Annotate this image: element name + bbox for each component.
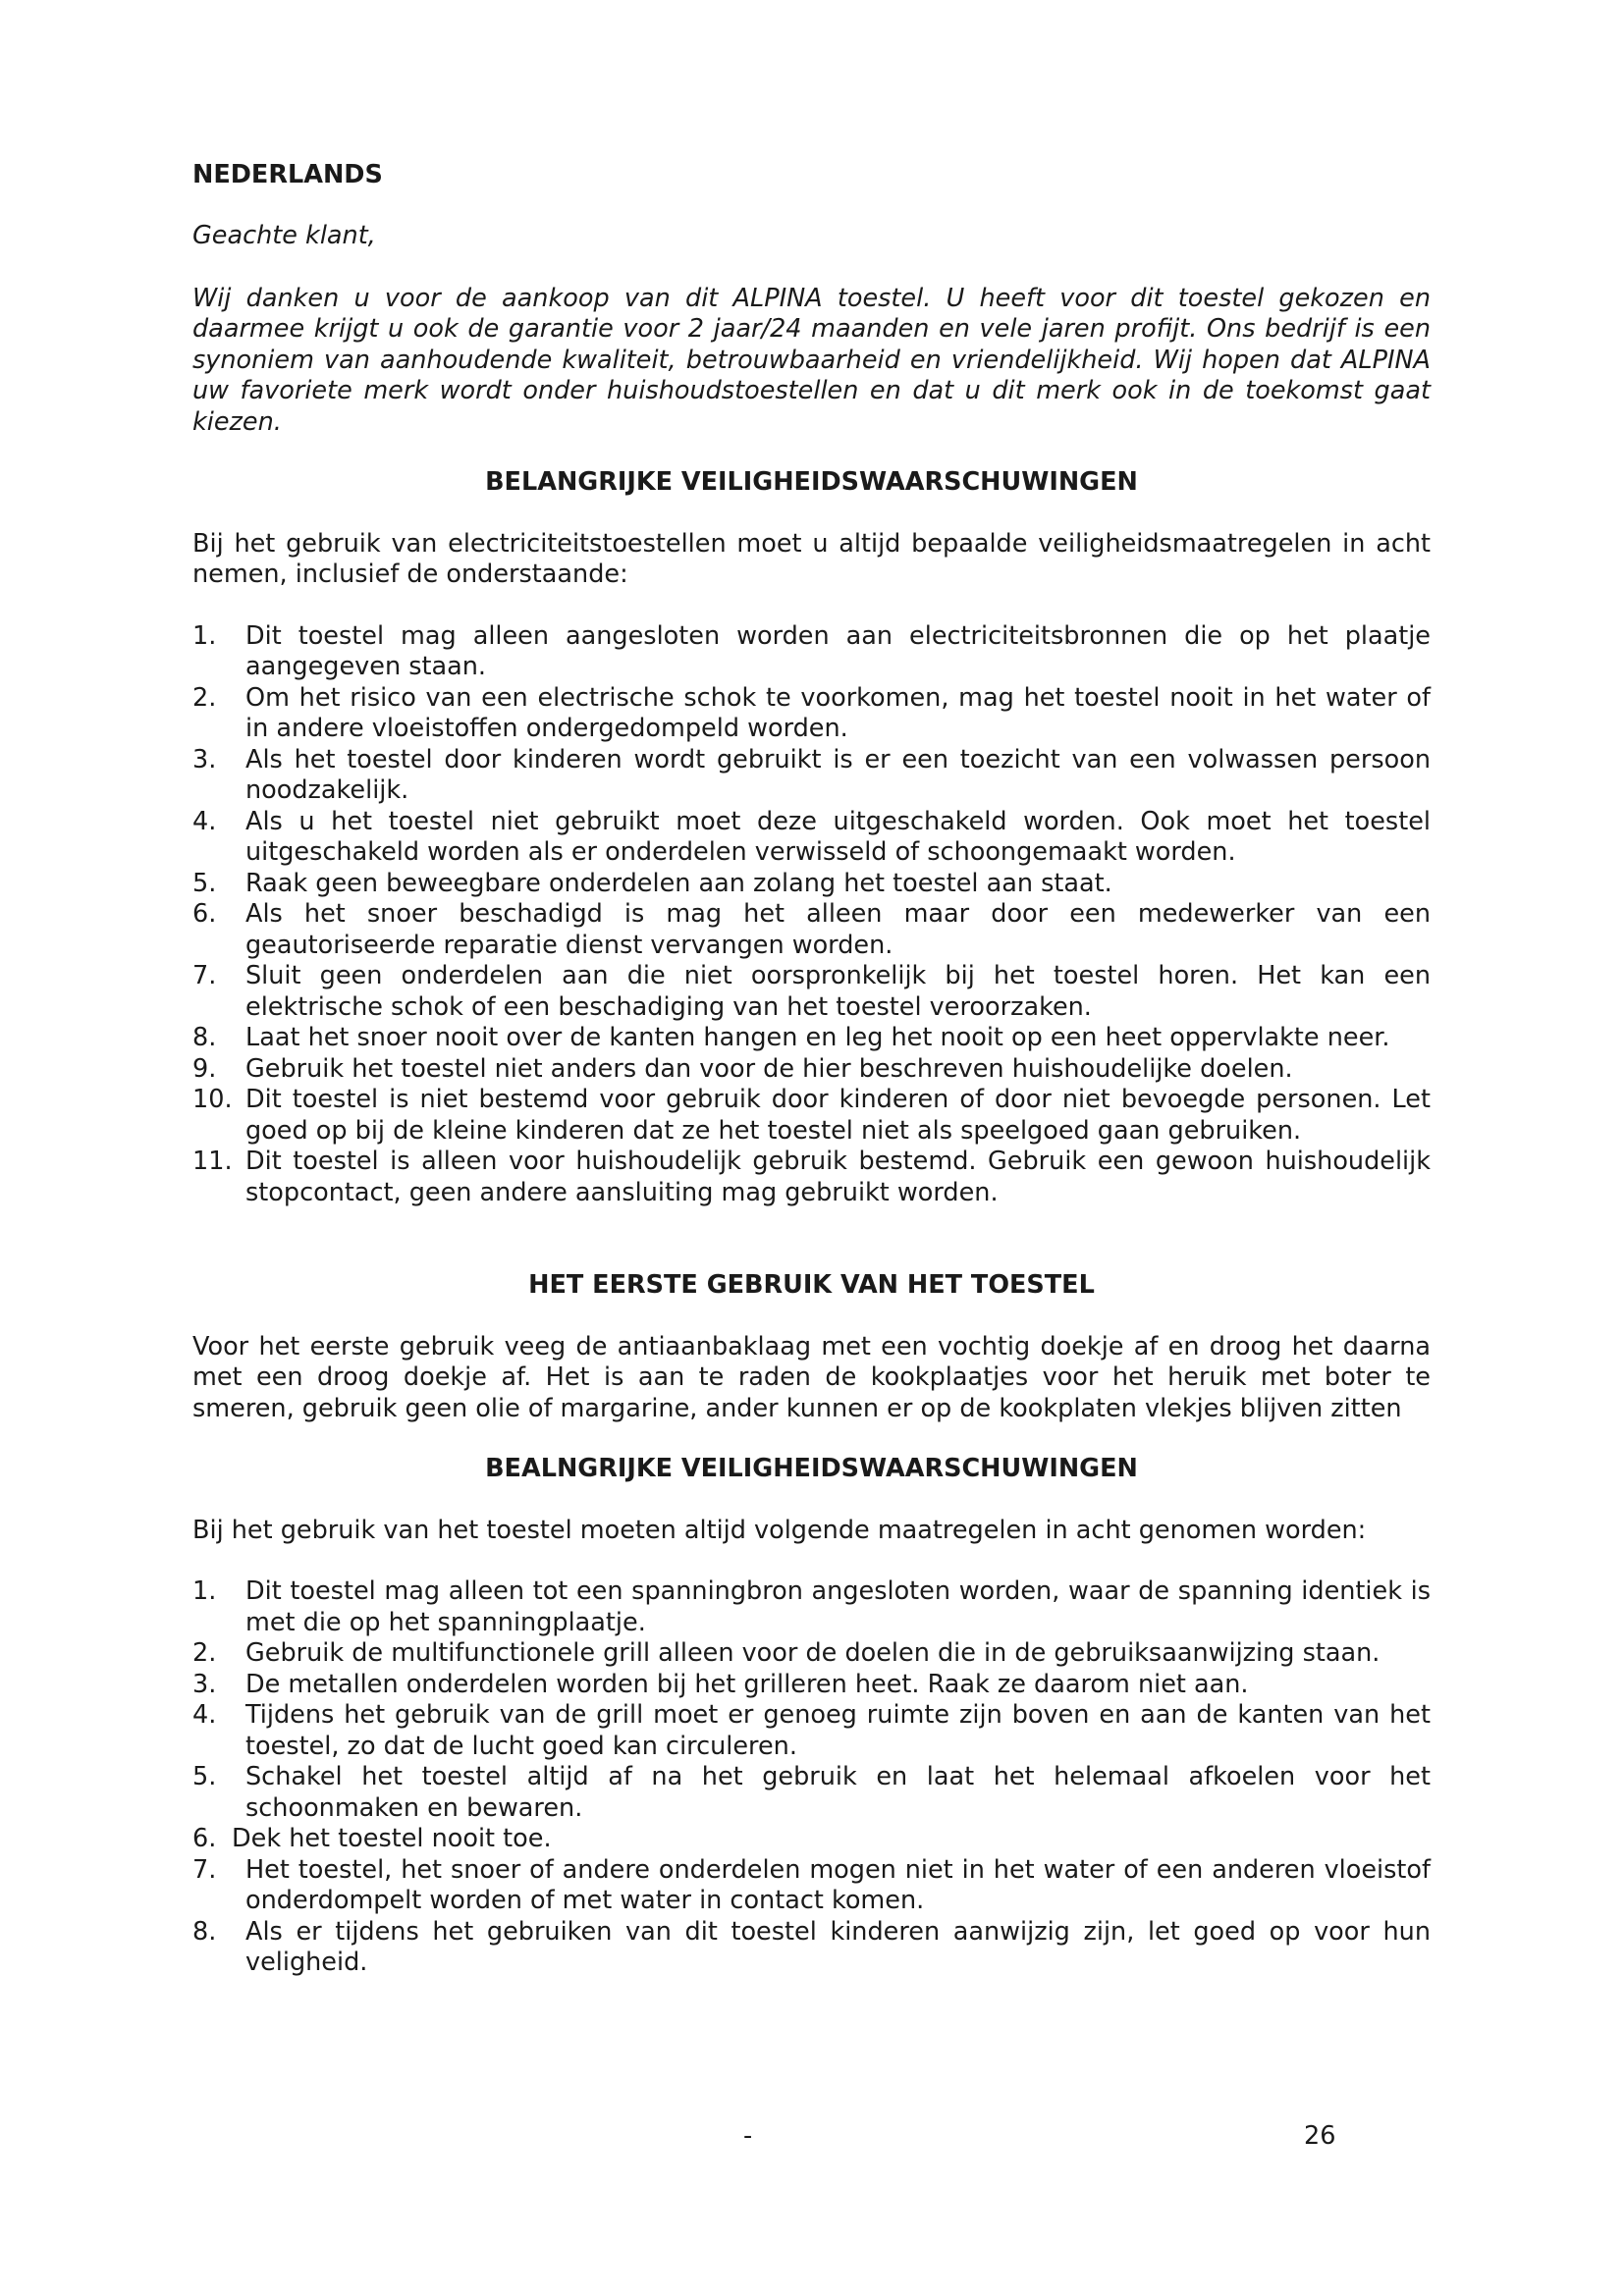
list-item-text: Dek het toestel nooit toe. [232, 1824, 552, 1853]
list-item-number: 4. [192, 806, 217, 836]
list-item-text: Als het toestel door kinderen wordt gebruikt is er een toezicht van een volwassen persoon noodzakelijk. [245, 744, 1431, 805]
list-item [192, 683, 1431, 745]
list-item [192, 1023, 1431, 1054]
list-item-text: Gebruik de multifunctionele grill alleen voor de doelen die in de gebruiksaanwijzing staan. [245, 1638, 1380, 1668]
list-item-number: 7. [192, 961, 217, 990]
list-item-number: 5. [192, 1762, 217, 1791]
list-item [192, 621, 1431, 683]
list-item-text: Dit toestel is alleen voor huishoudelijk gebruik bestemd. Gebruik een gewoon huishoudelijk stopcontact, geen andere aansluiting mag gebruikt worden. [245, 1147, 1431, 1207]
list-item [192, 745, 1431, 807]
list-item [192, 1700, 1431, 1762]
list-item-number: 7. [192, 1854, 217, 1885]
list-item-text: Sluit geen onderdelen aan die niet oorspronkelijk bij het toestel horen. Het kan een elektrische schok of een beschadiging van het toestel veroorzaken. [245, 961, 1431, 1022]
safety-warnings-list [192, 621, 1431, 1209]
footer-dash: - [743, 2121, 753, 2151]
list-item-text: Laat het snoer nooit over de kanten hangen en leg het nooit op een heet oppervlakte neer. [245, 1023, 1390, 1052]
list-item-number: 6. [192, 899, 217, 929]
greeting: Geachte klant, [192, 221, 376, 250]
list-item-number: 11. [192, 1147, 233, 1176]
grill-warnings-title: BEALNGRIJKE VEILIGHEIDSWAARSCHUWINGEN [485, 1454, 1138, 1483]
list-item-text: Om het risico van een electrische schok te voorkomen, mag het toestel nooit in het water of in andere vloeistoffen ondergedompeld worden. [245, 682, 1431, 743]
list-item-number: 8. [192, 1023, 217, 1052]
list-item-number: 2. [192, 1638, 217, 1668]
list-item [192, 1085, 1431, 1147]
list-item-number: 9. [192, 1053, 217, 1084]
safety-warnings-lead: Bij het gebruik van electriciteitstoestellen moet u altijd bepaalde veiligheidsmaatregelen in acht nemen, inclusief de onderstaande: [192, 528, 1431, 589]
list-item [192, 1147, 1431, 1208]
list-item [192, 1576, 1431, 1638]
list-item [192, 807, 1431, 869]
list-item-text: Dit toestel mag alleen aangesloten worden aan electriciteitsbronnen die op het plaatje aangegeven staan. [245, 620, 1431, 681]
intro-paragraph: Wij danken u voor de aankoop van dit ALPINA toestel. U heeft voor dit toestel gekozen en daarmee krijgt u ook de garantie voor 2 jaar/24 maanden en vele jaren profijt. Ons bedrijf is een synoniem van aanhoudende kwaliteit, betrouwbaarheid en vriendelijkheid. Wij hopen dat ALPINA uw favoriete merk wordt onder huishoudstoestellen en dat u dit merk ook in de toekomst gaat kiezen. [192, 283, 1431, 437]
list-item [192, 1670, 1431, 1701]
list-item [192, 1638, 1431, 1670]
list-item-number: 3. [192, 1669, 217, 1699]
first-use-paragraph: Voor het eerste gebruik veeg de antiaanbaklaag met een vochtig doekje af en droog het daarna met een droog doekje af. Het is aan te raden de kookplaatjes voor het heruik met boter te smeren, gebruik geen olie of margarine, ander kunnen er op de kookplaten vlekjes blijven zitten [192, 1331, 1431, 1423]
list-item-number: 6. [192, 1824, 217, 1853]
list-item-text: Gebruik het toestel niet anders dan voor de hier beschreven huishoudelijke doelen. [245, 1053, 1293, 1084]
grill-warnings-list [192, 1576, 1431, 1979]
document-page [192, 160, 1431, 1979]
list-item-number: 1. [192, 1576, 217, 1606]
list-item-number: 8. [192, 1916, 217, 1947]
list-item [192, 1762, 1431, 1824]
list-item-text: Schakel het toestel altijd af na het gebruik en laat het helemaal afkoelen voor het schoonmaken en bewaren. [245, 1762, 1431, 1823]
list-item-text: Het toestel, het snoer of andere onderdelen mogen niet in het water of een anderen vloeistof onderdompelt worden of met water in contact komen. [245, 1854, 1431, 1915]
list-item-text: Tijdens het gebruik van de grill moet er genoeg ruimte zijn boven en aan de kanten van het toestel, zo dat de lucht goed kan circuleren. [245, 1700, 1431, 1761]
list-item-text: Raak geen beweegbare onderdelen aan zolang het toestel aan staat. [245, 868, 1112, 898]
list-item-text: Dit toestel mag alleen tot een spanningbron angesloten worden, waar de spanning identiek is met die op het spanningplaatje. [245, 1576, 1431, 1637]
first-use-title: HET EERSTE GEBRUIK VAN HET TOESTEL [528, 1270, 1095, 1300]
list-item-text: Als u het toestel niet gebruikt moet deze uitgeschakeld worden. Ook moet het toestel uitgeschakeld worden als er onderdelen verwisseld of schoongemaakt worden. [245, 806, 1431, 867]
list-item [192, 1054, 1431, 1086]
list-item [192, 1824, 1431, 1855]
list-item-text: De metallen onderdelen worden bij het grilleren heet. Raak ze daarom niet aan. [245, 1669, 1249, 1699]
list-item-text: Als het snoer beschadigd is mag het alleen maar door een medewerker van een geautoriseerde reparatie dienst vervangen worden. [245, 899, 1431, 960]
list-item-number: 2. [192, 682, 217, 713]
list-item-number: 10. [192, 1085, 233, 1114]
list-item [192, 869, 1431, 900]
list-item-number: 4. [192, 1700, 217, 1730]
list-item-number: 1. [192, 620, 217, 651]
grill-warnings-lead: Bij het gebruik van het toestel moeten altijd volgende maatregelen in acht genomen worden: [192, 1515, 1367, 1545]
list-item-number: 3. [192, 744, 217, 774]
list-item [192, 1917, 1431, 1979]
page-number: 26 [1304, 2121, 1336, 2151]
list-item [192, 1855, 1431, 1917]
safety-warnings-title: BELANGRIJKE VEILIGHEIDSWAARSCHUWINGEN [485, 467, 1138, 497]
list-item-number: 5. [192, 868, 217, 898]
list-item [192, 899, 1431, 961]
list-item-text: Als er tijdens het gebruiken van dit toestel kinderen aanwijzig zijn, let goed op voor hun veligheid. [245, 1916, 1431, 1977]
language-heading: NEDERLANDS [192, 160, 383, 189]
list-item [192, 961, 1431, 1023]
list-item-text: Dit toestel is niet bestemd voor gebruik door kinderen of door niet bevoegde personen. Let goed op bij de kleine kinderen dat ze het toestel niet als speelgoed gaan gebruiken. [245, 1085, 1431, 1146]
